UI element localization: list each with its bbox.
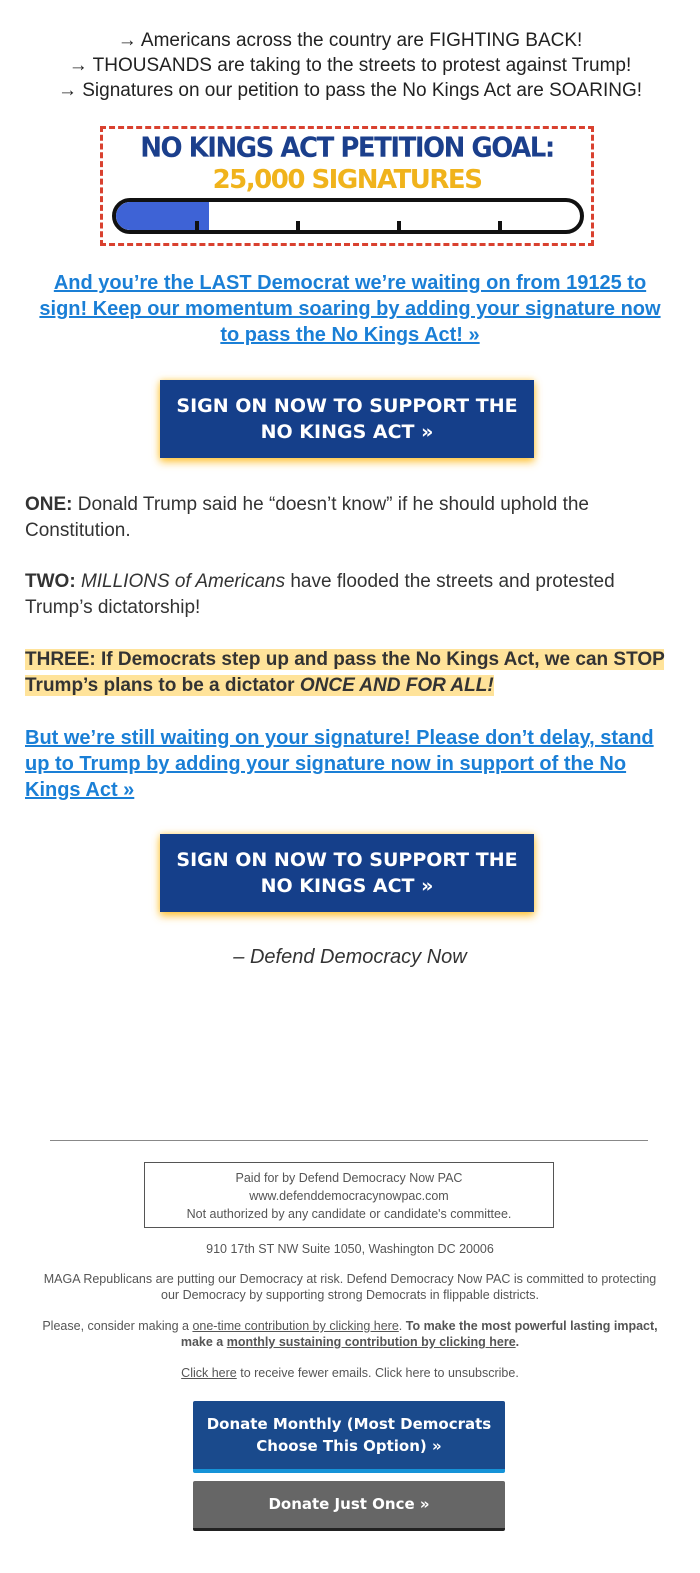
point-two (25, 569, 675, 621)
intro-line-2: → THOUSANDS are taking to the streets to protest against Trump! (68, 55, 632, 76)
point-three (25, 647, 675, 699)
sign-now-button-2[interactable] (160, 834, 534, 912)
point-two-label: TWO: (25, 571, 76, 592)
mission-statement: MAGA Republicans are putting our Democracy at risk. Defend Democracy Now PAC is committed to protecting our Democracy by supporting strong Democrats in flippable districts. (43, 1272, 657, 1302)
sign-now-button-line2: NO KINGS ACT » (260, 875, 434, 897)
sign-petition-link[interactable]: And you’re the LAST Democrat we’re waiting on from 19125 to sign! Keep our momentum soaring by adding your signature now to pass the No Kings Act! » (39, 272, 661, 346)
fewer-emails-link[interactable]: Click here (181, 1366, 237, 1380)
consider-prefix: Please, consider making a (42, 1319, 193, 1333)
fewer-emails-text: to receive fewer emails. Click here to unsubscribe. (236, 1366, 519, 1380)
footer-divider (50, 1140, 648, 1141)
intro-line-1: → Americans across the country are FIGHTING BACK! (117, 30, 583, 51)
sign-now-button[interactable] (160, 380, 534, 458)
point-three-highlight (25, 649, 664, 696)
point-three-text: THREE: If Democrats step up and pass the No Kings Act, we can STOP Trump’s plans to be a dictator (25, 649, 665, 696)
website-line: www.defenddemocracynowpac.com (249, 1189, 449, 1203)
progress-tick (498, 221, 502, 234)
paid-for-line: Paid for by Defend Democracy Now PAC (235, 1171, 463, 1185)
intro-line-3: → Signatures on our petition to pass the No Kings Act are SOARING! (57, 80, 643, 101)
sign-link-top (30, 270, 670, 348)
point-one (25, 492, 675, 544)
sign-now-button-line1: SIGN ON NOW TO SUPPORT THE (176, 849, 518, 871)
signature: – Defend Democracy Now (233, 946, 467, 968)
progress-tick (397, 221, 401, 234)
donate-monthly-button[interactable] (193, 1401, 505, 1473)
sign-now-button-line2: NO KINGS ACT » (260, 421, 434, 443)
bold-suffix: . (515, 1335, 520, 1349)
point-one-label: ONE: (25, 494, 73, 515)
mailing-address: 910 17th ST NW Suite 1050, Washington DC 20006 (206, 1242, 494, 1256)
bold-prefix: To make the most powerful lasting impact, make a (180, 1319, 658, 1349)
point-three-emphasis: ONCE AND FOR ALL! (299, 675, 494, 696)
point-two-emphasis: MILLIONS of Americans (80, 571, 286, 592)
progress-tick (195, 221, 199, 234)
monthly-contribution-link[interactable]: monthly sustaining contribution by clicking here (226, 1335, 516, 1349)
donate-monthly-line2: Choose This Option) » (256, 1437, 442, 1455)
progress-tick (296, 221, 300, 234)
donate-monthly-line1: Donate Monthly (Most Democrats (206, 1415, 492, 1433)
petition-goal-title: NO KINGS ACT PETITION GOAL: (140, 132, 554, 164)
contribution-note (40, 1318, 660, 1350)
point-two-text: have flooded the streets and protested Trump’s dictatorship! (25, 571, 615, 618)
sign-link-middle (25, 725, 675, 803)
petition-goal-subtitle: 25,000 SIGNATURES (212, 165, 482, 195)
donate-once-button[interactable]: Donate Just Once » (193, 1481, 505, 1531)
progress-bar (112, 198, 584, 234)
intro-lines (0, 28, 700, 103)
sign-petition-link-2[interactable]: But we’re still waiting on your signature! Please don’t delay, stand up to Trump by adding your signature now in support of the No Kings Act » (25, 727, 654, 801)
petition-goal-graphic (100, 126, 594, 246)
one-time-contribution-link[interactable]: one-time contribution by clicking here (192, 1319, 399, 1333)
sign-now-button-line1: SIGN ON NOW TO SUPPORT THE (176, 395, 518, 417)
email-preferences (40, 1365, 660, 1381)
disclaimer-line: Not authorized by any candidate or candidate's committee. (186, 1207, 512, 1221)
paid-for-box (144, 1162, 554, 1228)
point-one-text: Donald Trump said he “doesn’t know” if he should uphold the Constitution. (25, 494, 589, 541)
consider-mid: . (398, 1319, 406, 1333)
